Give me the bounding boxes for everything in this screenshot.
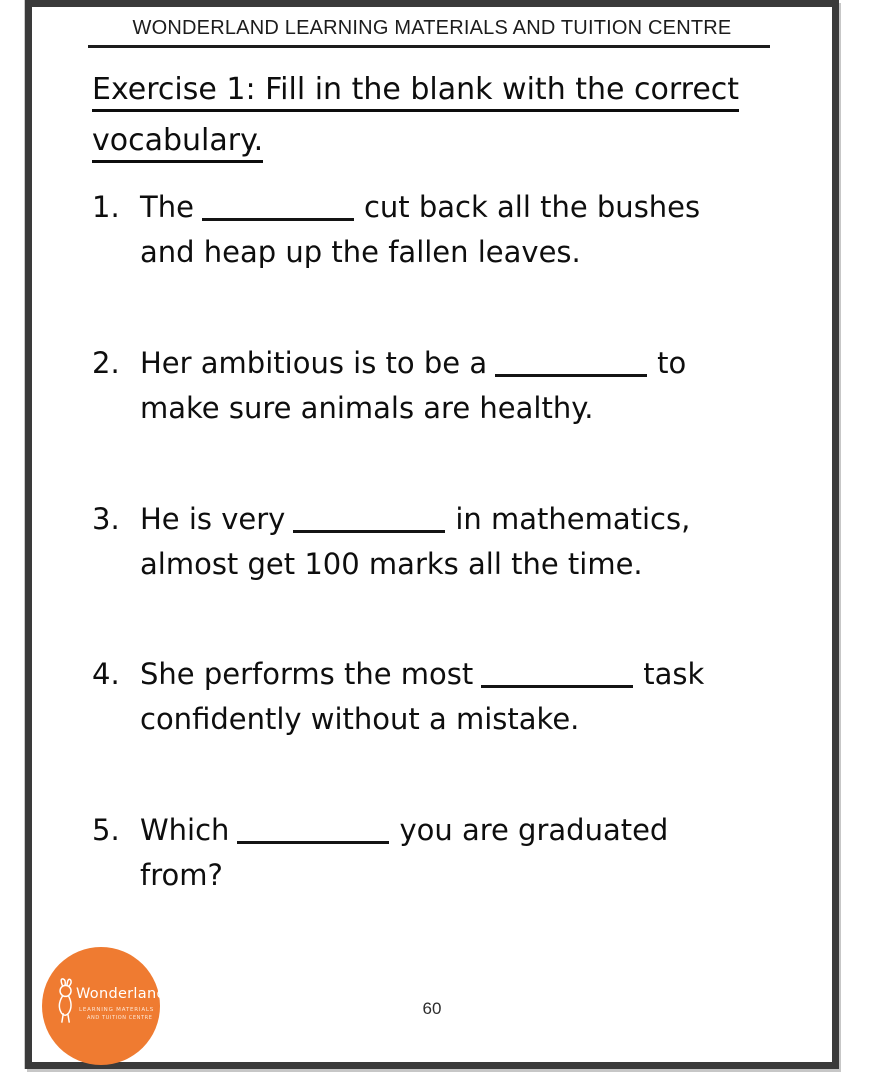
question-post-text: you are graduated [399, 813, 669, 847]
question-number: 3. [92, 502, 120, 536]
question-number: 2. [92, 346, 120, 380]
question-number: 1. [92, 190, 120, 224]
header-title: WONDERLAND LEARNING MATERIALS AND TUITION CENTRE [132, 17, 732, 39]
question-pre-text: The [140, 190, 194, 224]
fill-in-blank [202, 218, 354, 221]
question-body [140, 497, 690, 587]
exercise-title-line2: vocabulary. [92, 124, 263, 163]
question-3 [92, 497, 690, 587]
question-body [140, 185, 700, 275]
logo-subtitle-line1: LEARNING MATERIALS [79, 1007, 155, 1013]
question-pre-text: She performs the most [140, 657, 474, 691]
fill-in-blank [293, 530, 445, 533]
logo-wordmark: Wonderland [76, 986, 166, 1002]
question-post-text: task [643, 657, 705, 691]
question-body [140, 341, 686, 431]
question-number: 4. [92, 657, 120, 691]
question-pre-text: He is very [140, 502, 286, 536]
question-line2-text: make sure animals are healthy. [140, 391, 594, 425]
fill-in-blank [237, 841, 389, 844]
question-1 [92, 185, 700, 275]
question-number: 5. [92, 813, 120, 847]
question-line2-text: confidently without a mistake. [140, 702, 580, 736]
question-post-text: to [657, 346, 687, 380]
question-pre-text: Her ambitious is to be a [140, 346, 488, 380]
question-line2-text: almost get 100 marks all the time. [140, 547, 643, 581]
exercise-title-line1: Exercise 1: Fill in the blank with the correct [92, 73, 739, 112]
question-4 [92, 652, 704, 742]
header-divider [88, 45, 770, 48]
question-line2-text: from? [140, 858, 223, 892]
question-post-text: cut back all the bushes [363, 190, 701, 224]
logo-subtitle-line2: AND TUITION CENTRE [87, 1015, 153, 1021]
question-pre-text: Which [140, 813, 230, 847]
question-5 [92, 808, 668, 898]
question-2 [92, 341, 686, 431]
fill-in-blank [495, 374, 647, 377]
exercise-title [92, 73, 739, 175]
question-post-text: in mathematics, [455, 502, 691, 536]
question-line2-text: and heap up the fallen leaves. [140, 235, 581, 269]
page-border-frame [25, 0, 839, 1069]
page-number: 60 [422, 999, 442, 1018]
question-body [140, 808, 668, 898]
question-body [140, 652, 704, 742]
fill-in-blank [481, 685, 633, 688]
